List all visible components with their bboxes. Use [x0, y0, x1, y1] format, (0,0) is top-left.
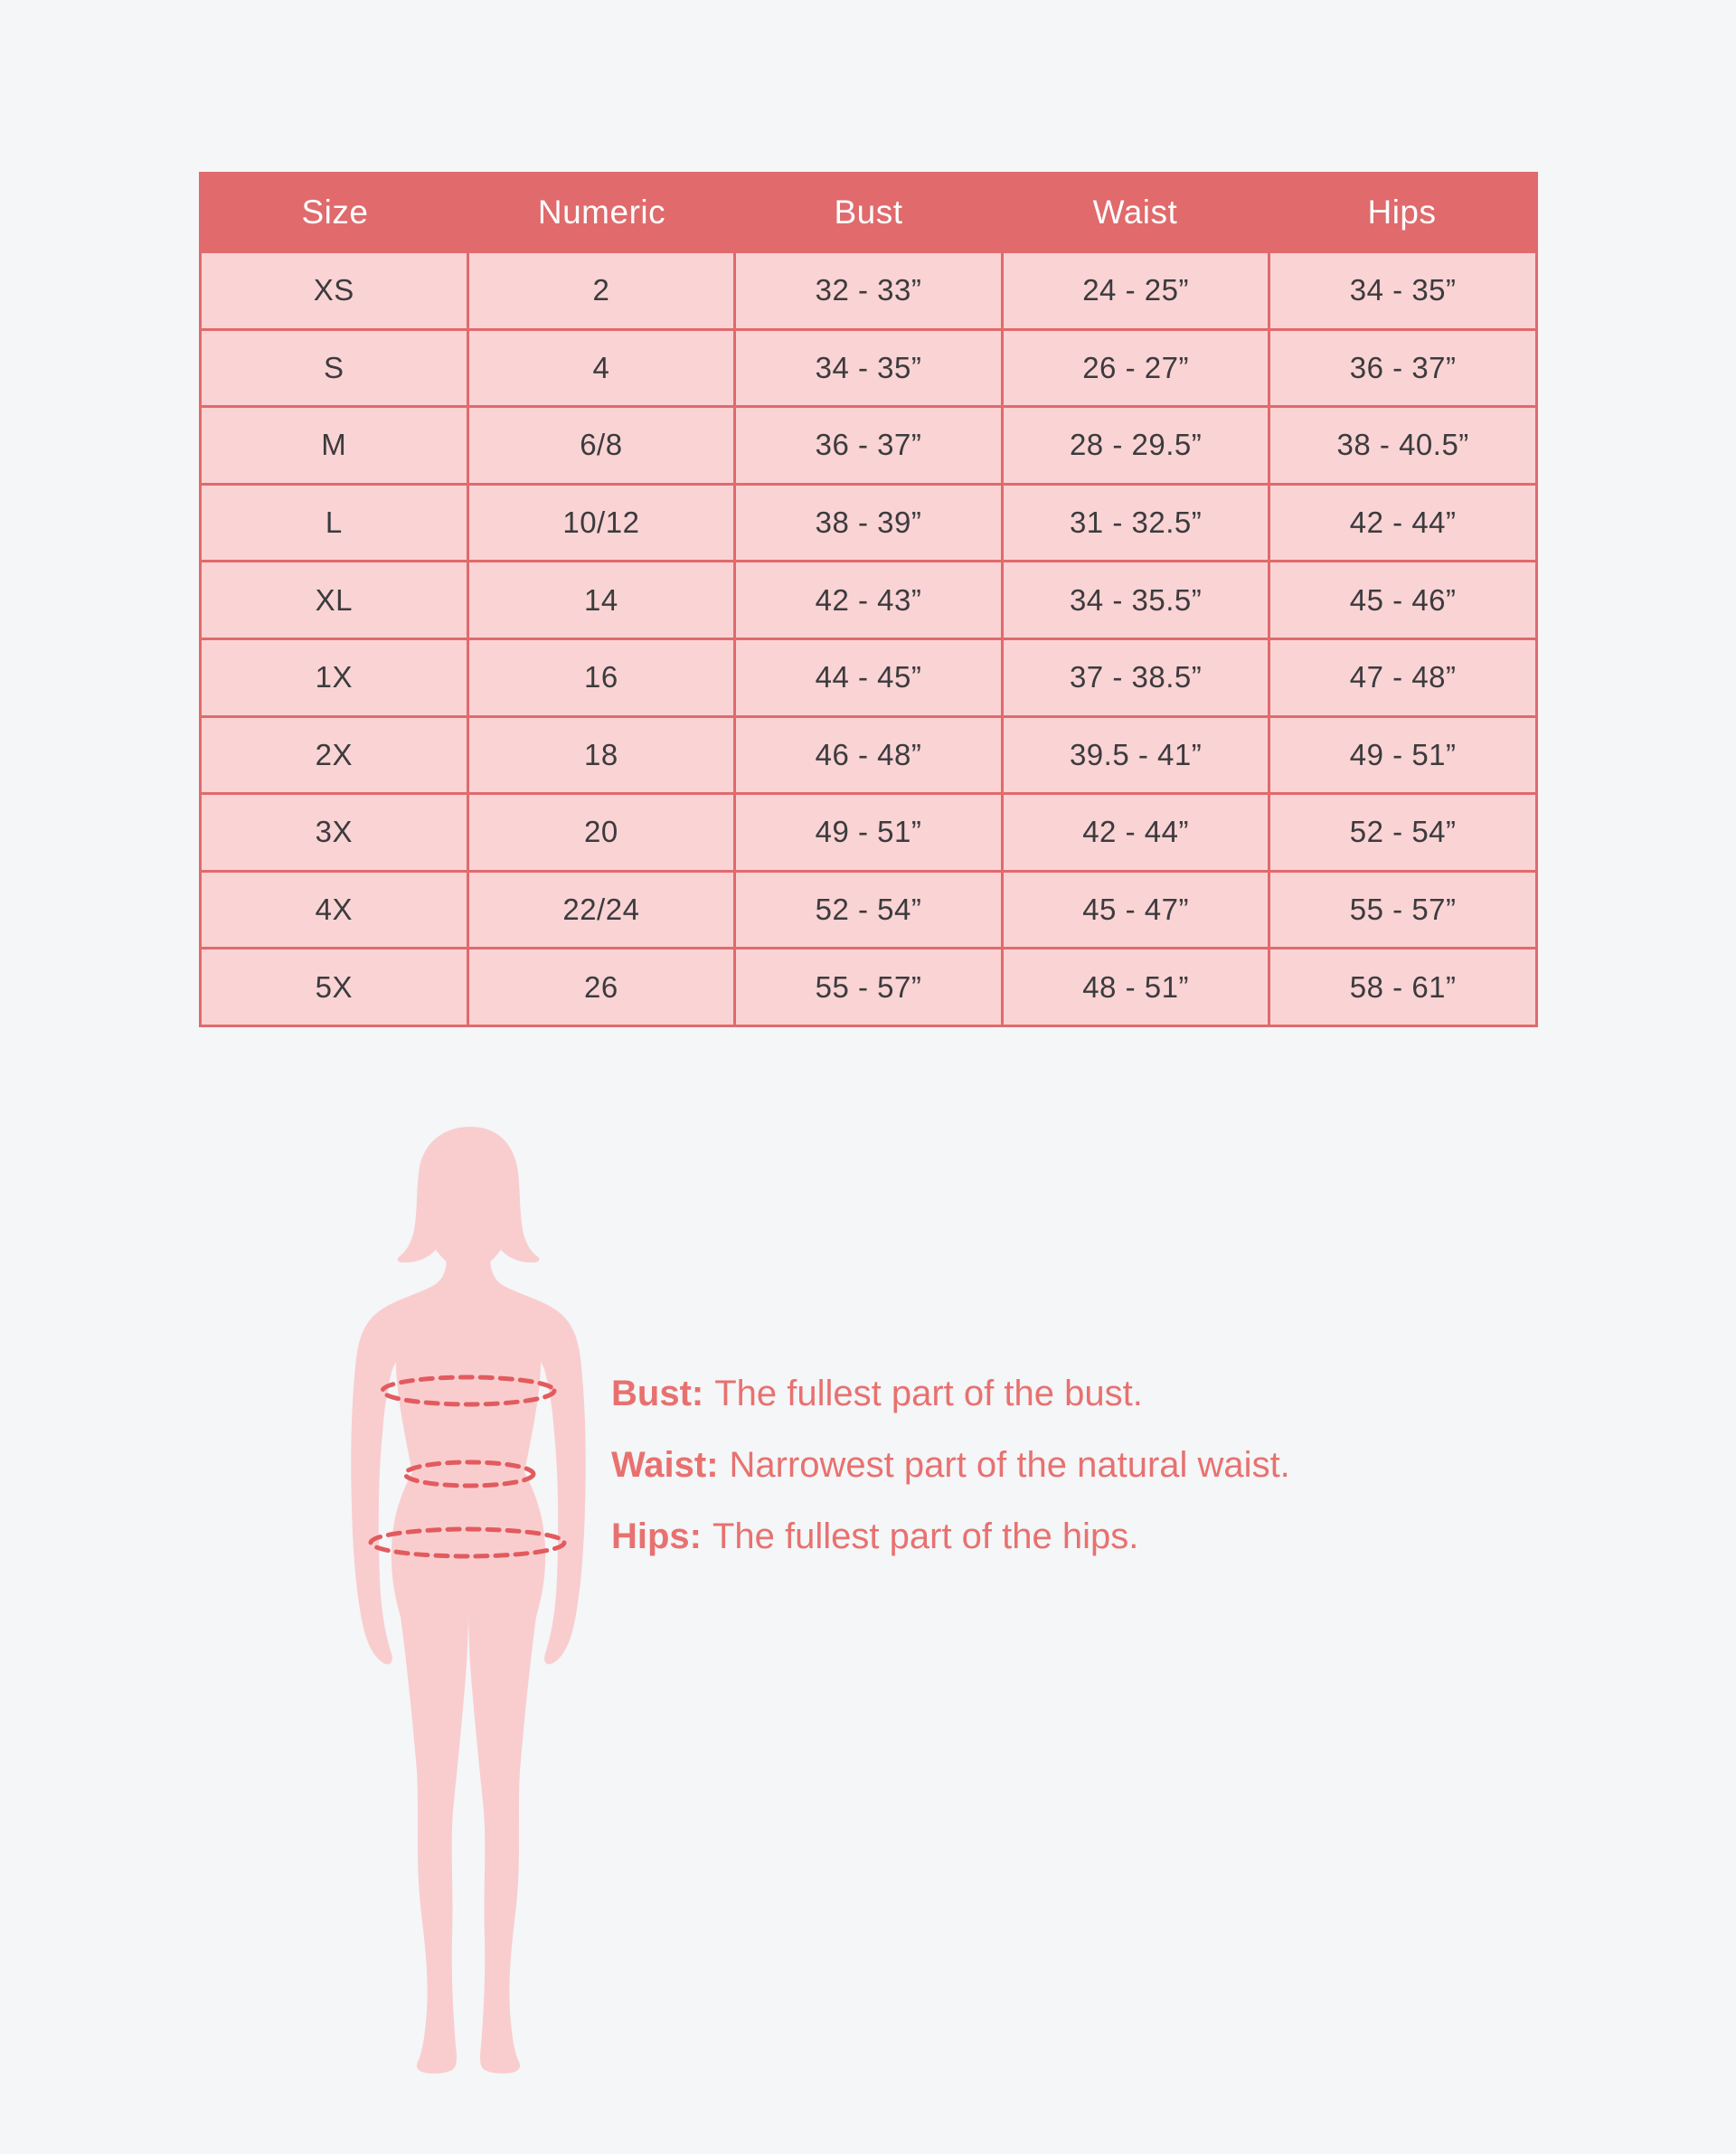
table-row	[202, 483, 1535, 561]
cell-waist: 28 - 29.5”	[1001, 408, 1269, 483]
table-row	[202, 638, 1535, 715]
cell-size: 1X	[315, 660, 353, 694]
table-row	[202, 792, 1535, 870]
cell-hips: 52 - 54”	[1268, 795, 1535, 870]
cell-hips: 38 - 40.5”	[1268, 408, 1535, 483]
cell-size: 4X	[315, 893, 353, 927]
cell-numeric: 18	[467, 718, 734, 793]
legend-line	[611, 1516, 1290, 1557]
cell-hips: 58 - 61”	[1268, 949, 1535, 1025]
table-row	[202, 405, 1535, 483]
cell-hips: 47 - 48”	[1268, 640, 1535, 715]
cell-hips: 55 - 57”	[1268, 873, 1535, 948]
legend-label: Hips:	[611, 1516, 702, 1556]
cell-bust: 36 - 37”	[733, 408, 1001, 483]
cell-waist: 39.5 - 41”	[1001, 718, 1269, 793]
cell-numeric: 10/12	[467, 486, 734, 561]
legend-text: The fullest part of the hips.	[712, 1516, 1139, 1556]
table-header-row	[202, 175, 1535, 250]
column-header-hips: Hips	[1367, 194, 1437, 231]
silhouette-body	[351, 1230, 586, 2074]
table-row	[202, 250, 1535, 328]
cell-size: L	[325, 505, 343, 540]
size-chart-table	[199, 172, 1538, 1027]
cell-size: XS	[313, 273, 354, 307]
cell-bust: 44 - 45”	[733, 640, 1001, 715]
cell-bust: 52 - 54”	[733, 873, 1001, 948]
table-row	[202, 947, 1535, 1025]
cell-numeric: 4	[467, 331, 734, 406]
cell-bust: 46 - 48”	[733, 718, 1001, 793]
column-header-numeric: Numeric	[537, 194, 666, 231]
measurement-legend	[611, 1373, 1290, 1557]
table-row	[202, 328, 1535, 406]
table-body	[202, 250, 1535, 1025]
cell-size: 2X	[315, 737, 353, 771]
cell-hips: 36 - 37”	[1268, 331, 1535, 406]
legend-text: The fullest part of the bust.	[714, 1374, 1143, 1413]
column-header-size: Size	[301, 194, 369, 231]
cell-numeric: 14	[467, 562, 734, 638]
column-header-waist: Waist	[1092, 194, 1178, 231]
cell-bust: 38 - 39”	[733, 486, 1001, 561]
cell-waist: 45 - 47”	[1001, 873, 1269, 948]
cell-size: XL	[315, 582, 353, 617]
legend-text: Narrowest part of the natural waist.	[729, 1445, 1290, 1485]
cell-bust: 32 - 33”	[733, 253, 1001, 328]
legend-line	[611, 1373, 1290, 1414]
cell-hips: 34 - 35”	[1268, 253, 1535, 328]
cell-waist: 26 - 27”	[1001, 331, 1269, 406]
table-row	[202, 560, 1535, 638]
cell-numeric: 6/8	[467, 408, 734, 483]
cell-waist: 42 - 44”	[1001, 795, 1269, 870]
female-body-silhouette	[333, 1121, 604, 2080]
cell-numeric: 26	[467, 949, 734, 1025]
cell-numeric: 2	[467, 253, 734, 328]
cell-size: 3X	[315, 815, 353, 849]
cell-hips: 42 - 44”	[1268, 486, 1535, 561]
cell-numeric: 16	[467, 640, 734, 715]
cell-numeric: 20	[467, 795, 734, 870]
cell-numeric: 22/24	[467, 873, 734, 948]
cell-hips: 49 - 51”	[1268, 718, 1535, 793]
cell-bust: 34 - 35”	[733, 331, 1001, 406]
cell-bust: 42 - 43”	[733, 562, 1001, 638]
cell-bust: 49 - 51”	[733, 795, 1001, 870]
cell-waist: 48 - 51”	[1001, 949, 1269, 1025]
cell-waist: 37 - 38.5”	[1001, 640, 1269, 715]
column-header-bust: Bust	[834, 194, 903, 231]
cell-size: M	[321, 428, 347, 462]
cell-size: S	[324, 350, 344, 384]
cell-hips: 45 - 46”	[1268, 562, 1535, 638]
cell-bust: 55 - 57”	[733, 949, 1001, 1025]
legend-label: Waist:	[611, 1445, 719, 1485]
cell-waist: 31 - 32.5”	[1001, 486, 1269, 561]
table-row	[202, 715, 1535, 793]
legend-line	[611, 1444, 1290, 1486]
cell-waist: 34 - 35.5”	[1001, 562, 1269, 638]
cell-size: 5X	[315, 969, 353, 1004]
legend-label: Bust:	[611, 1374, 704, 1413]
table-row	[202, 870, 1535, 948]
cell-waist: 24 - 25”	[1001, 253, 1269, 328]
